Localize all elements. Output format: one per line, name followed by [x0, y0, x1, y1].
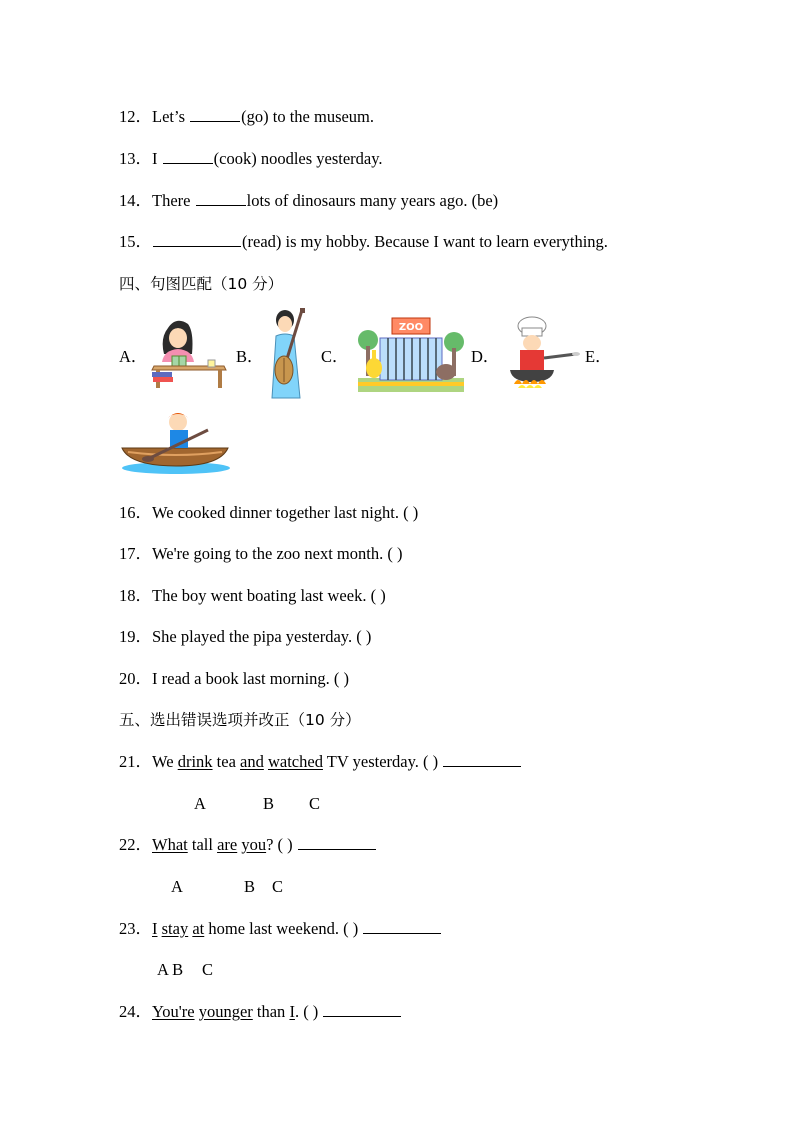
question-16: 16．We cooked dinner together last night. ( ) — [119, 503, 419, 522]
question-22-option-letters: A B C — [171, 877, 284, 896]
correction-blank[interactable] — [323, 1002, 401, 1017]
question-number: 24． — [119, 1002, 152, 1021]
zoo-sign-text: ZOO — [398, 322, 424, 333]
correction-blank[interactable] — [363, 919, 441, 934]
question-23: 23．I stay at home last weekend. ( ) — [119, 919, 442, 939]
answer-blank[interactable] — [190, 107, 240, 122]
question-22: 22．What tall are you? ( ) — [119, 835, 377, 855]
question-24: 24．You're younger than I. ( ) — [119, 1002, 402, 1022]
answer-blank[interactable] — [153, 232, 241, 247]
question-13: 13．I (cook) noodles yesterday. — [119, 149, 383, 168]
question-number: 19． — [119, 627, 152, 646]
option-c-word: I — [289, 1002, 295, 1021]
correction-blank[interactable] — [298, 835, 376, 850]
option-c-word: watched — [267, 752, 323, 771]
zoo-image — [358, 316, 464, 394]
question-19: 19．She played the pipa yesterday. ( ) — [119, 627, 372, 646]
option-a-word: What — [152, 835, 188, 854]
option-c-word: at — [192, 919, 205, 938]
question-17: 17．We're going to the zoo next month. ( ) — [119, 544, 403, 563]
question-15: 15． (read) is my hobby. Because I want to learn everything. — [119, 232, 608, 251]
question-number: 13． — [119, 149, 152, 168]
answer-blank[interactable] — [163, 149, 213, 164]
question-number: 20． — [119, 669, 152, 688]
question-number: 22． — [119, 835, 152, 854]
option-a-word: You're — [152, 1002, 195, 1021]
option-d-label: D． — [471, 347, 500, 366]
option-c-label: C． — [321, 347, 349, 366]
question-number: 23． — [119, 919, 152, 938]
option-a-label: A． — [119, 347, 148, 366]
question-number: 16． — [119, 503, 152, 522]
option-a-word: I — [152, 919, 158, 938]
question-14: 14．There lots of dinosaurs many years ago. (be) — [119, 191, 499, 210]
option-e-label: E． — [585, 347, 612, 366]
question-23-option-letters: A B C — [157, 960, 214, 979]
question-number: 14． — [119, 191, 152, 210]
question-12: 12．Let’s (go) to the museum. — [119, 107, 375, 126]
question-20: 20．I read a book last morning. ( ) — [119, 669, 350, 688]
section-4-heading: 四、句图匹配（10 分） — [119, 275, 284, 293]
option-b-word: and — [240, 752, 264, 771]
option-a-word: drink — [177, 752, 213, 771]
option-c-word: you — [241, 835, 267, 854]
option-b-word: younger — [198, 1002, 253, 1021]
question-number: 15． — [119, 232, 152, 251]
answer-blank[interactable] — [196, 191, 246, 206]
section-5-heading: 五、选出错误选项并改正（10 分） — [119, 711, 361, 729]
question-number: 21． — [119, 752, 152, 771]
chef-cooking-image — [502, 316, 580, 392]
question-18: 18．The boy went boating last week. ( ) — [119, 586, 386, 605]
question-number: 12． — [119, 107, 152, 126]
option-b-label: B． — [236, 347, 264, 366]
girl-playing-pipa-image — [262, 306, 312, 404]
option-b-word: stay — [161, 919, 189, 938]
correction-blank[interactable] — [443, 752, 521, 767]
question-21: 21．We drink tea and watched TV yesterday. ( ) — [119, 752, 522, 772]
boy-boating-image — [120, 408, 230, 476]
option-b-word: are — [217, 835, 238, 854]
question-number: 17． — [119, 544, 152, 563]
question-number: 18． — [119, 586, 152, 605]
question-21-option-letters: A B C — [194, 794, 321, 813]
girl-reading-image — [150, 318, 230, 390]
